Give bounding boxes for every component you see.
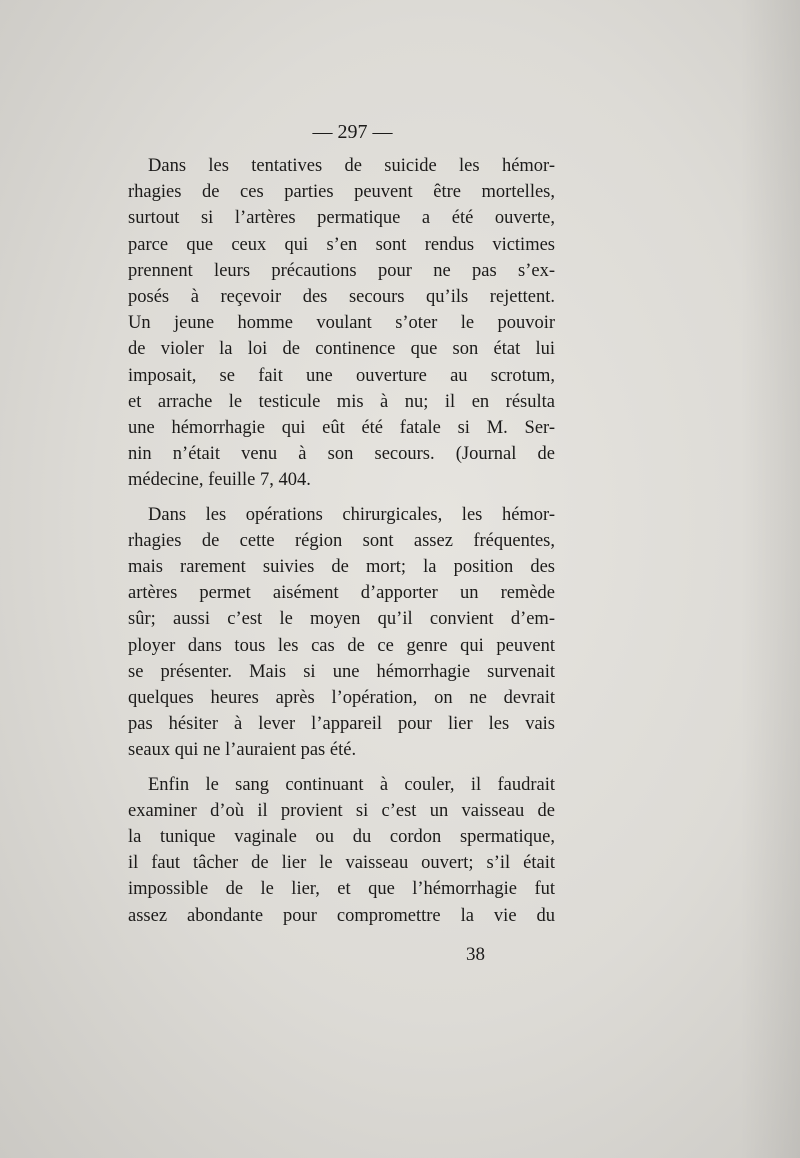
text-line: se présenter. Mais si une hémorrhagie survenait — [128, 661, 555, 682]
text-line: la tunique vaginale ou du cordon spermatique, — [128, 827, 555, 848]
text-line: pas hésiter à lever l’appareil pour lier les vais — [128, 714, 555, 735]
paragraph-2 — [128, 502, 555, 764]
text-line: quelques heures après l’opération, on ne devrait — [128, 688, 555, 709]
text-line: seaux qui ne l’auraient pas été. — [128, 740, 357, 761]
text-line: une hémorrhagie qui eût été fatale si M. Ser- — [128, 418, 555, 439]
text-line: de violer la loi de continence que son état lui — [128, 339, 555, 360]
text-line: parce que ceux qui s’en sont rendus victimes — [128, 234, 555, 255]
text-line: Un jeune homme voulant s’oter le pouvoir — [128, 313, 555, 334]
text-line: impossible de le lier, et que l’hémorrhagie fut — [128, 879, 555, 900]
text-line: Dans les tentatives de suicide les hémor- — [148, 156, 555, 176]
text-line: rhagies de cette région sont assez fréquentes, — [128, 530, 555, 551]
paragraph-3 — [128, 772, 555, 929]
text-line: il faut tâcher de lier le vaisseau ouvert; s’il était — [128, 853, 555, 874]
text-line: examiner d’où il provient si c’est un vaisseau de — [128, 800, 555, 821]
paragraph-gap — [128, 494, 555, 502]
text-line: mais rarement suivies de mort; la position des — [128, 557, 555, 578]
paragraph-1 — [128, 153, 555, 494]
text-line: Dans les opérations chirurgicales, les hémor- — [148, 504, 555, 525]
text-line: rhagies de ces parties peuvent être mortelles, — [128, 182, 555, 203]
text-line: posés à reçevoir des secours qu’ils rejettent. — [128, 287, 555, 308]
text-line: assez abondante pour compromettre la vie du — [128, 905, 555, 926]
page-edge-shadow — [740, 0, 800, 1158]
text-line: artères permet aisément d’apporter un remède — [128, 583, 555, 604]
text-line: ployer dans tous les cas de ce genre qui peuvent — [128, 635, 555, 656]
text-line: Enfin le sang continuant à couler, il faudrait — [148, 774, 555, 795]
text-line: médecine, feuille 7, 404. — [128, 470, 311, 491]
text-line: prennent leurs précautions pour ne pas s’ex- — [128, 260, 555, 281]
text-line: surtout si l’artères permatique a été ouverte, — [128, 208, 555, 229]
signature-mark: 38 — [466, 944, 485, 965]
text-line: sûr; aussi c’est le moyen qu’il convient d’em- — [128, 609, 555, 630]
text-block — [128, 117, 555, 929]
text-line: nin n’était venu à son secours. (Journal de — [128, 444, 555, 465]
page-number-header: — 297 — — [312, 121, 393, 143]
text-line: et arrache le testicule mis à nu; il en résulta — [128, 391, 555, 412]
paragraph-gap — [128, 764, 555, 772]
text-line: imposait, se fait une ouverture au scrotum, — [128, 365, 555, 386]
